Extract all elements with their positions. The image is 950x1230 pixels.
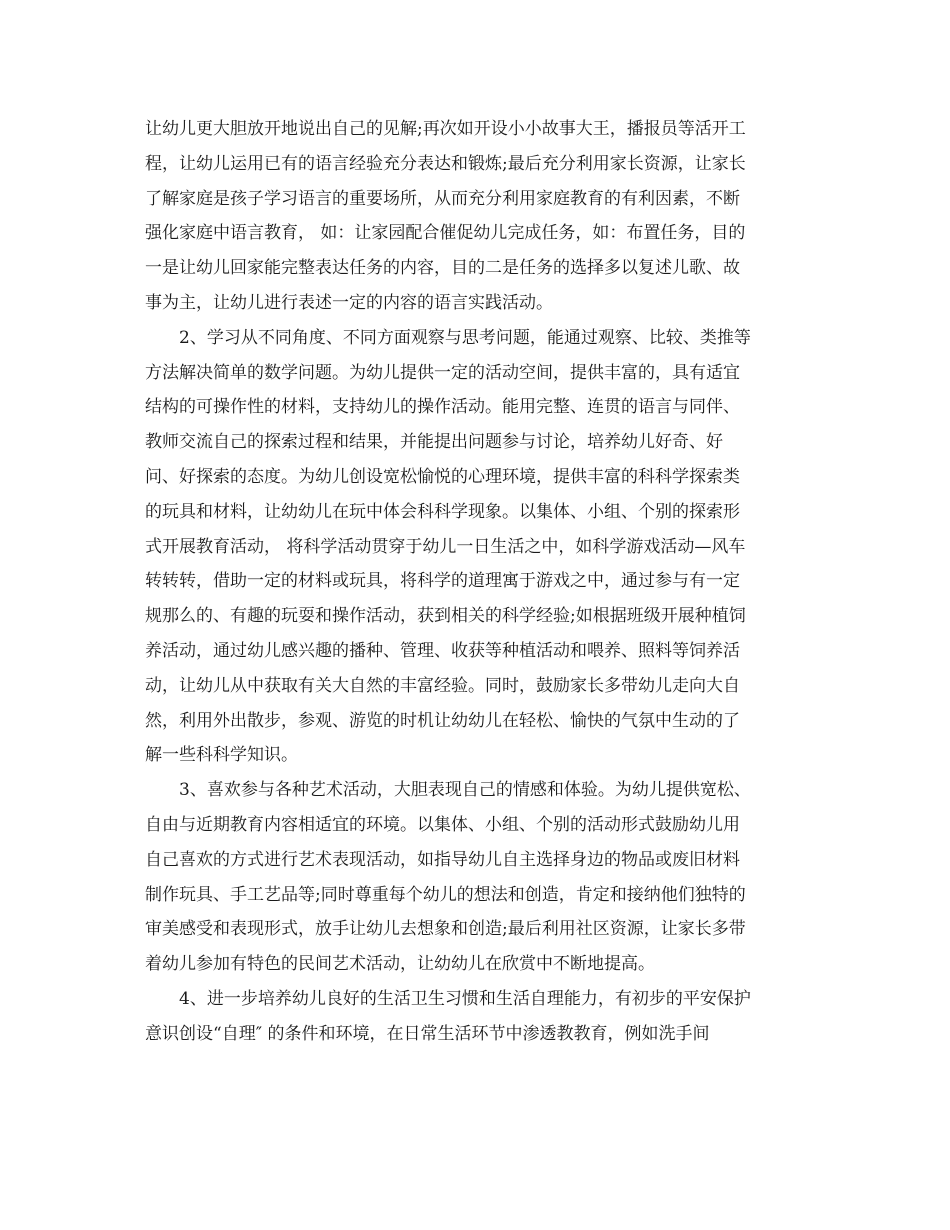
text-line: 动，让幼儿从中获取有关大自然的丰富经验。同时，鼓励家长多带幼儿走向大自 (145, 675, 740, 696)
text-line: 转转转，借助一定的材料或玩具，将科学的道理寓于游戏之中，通过参与有一定 (145, 571, 740, 592)
text-line: 问、好探索的态度。为幼儿创设宽松愉悦的心理环境，提供丰富的科科学探索类 (145, 466, 740, 487)
text-line: 事为主，让幼儿进行表述一定的内容的语言实践活动。 (145, 292, 553, 313)
text-line: 程，让幼儿运用已有的语言经验充分表达和锻炼;最后充分利用家长资源，让家长 (145, 153, 746, 174)
text-line: 制作玩具、手工艺品等;同时尊重每个幼儿的想法和创造，肯定和接纳他们独特的 (145, 884, 746, 905)
paragraph-4-start: 4、进一步培养幼儿良好的生活卫生习惯和生活自理能力，有初步的平安保护 (179, 988, 751, 1009)
text-line: 让幼儿更大胆放开地说出自己的见解;再次如开设小小故事大王，播报员等活开工 (145, 119, 746, 139)
text-line: 意识创设“自理″ 的条件和环境，在日常生活环节中渗透教教育，例如洗手间 (145, 1023, 710, 1044)
text-line: 规那么的、有趣的玩耍和操作活动，获到相关的科学经验;如根据班级开展种植饲 (145, 606, 746, 627)
text-line: 着幼儿参加有特色的民间艺术活动，让幼幼儿在欣赏中不断地提高。 (145, 954, 655, 975)
paragraph-2-start: 2、学习从不同角度、不同方面观察与思考问题，能通过观察、比较、类推等 (179, 327, 751, 348)
text-line: 然，利用外出散步，参观、游览的时机让幼幼儿在轻松、愉快的气氛中生动的了 (145, 710, 740, 731)
text-line: 一是让幼儿回家能完整表达任务的内容，目的二是任务的选择多以复述儿歌、故 (145, 258, 740, 279)
text-line: 自由与近期教育内容相适宜的环境。以集体、小组、个别的活动形式鼓励幼儿用 (145, 814, 740, 835)
text-line: 式开展教育活动， 将科学活动贯穿于幼儿一日生活之中，如科学游戏活动—风车 (145, 536, 746, 557)
text-line: 方法解决简单的数学问题。为幼儿提供一定的活动空间，提供丰富的，具有适宜 (145, 362, 740, 383)
text-line: 结构的可操作性的材料，支持幼儿的操作活动。能用完整、连贯的语言与同伴、 (145, 397, 740, 418)
text-line: 教师交流自己的探索过程和结果，并能提出问题参与讨论，培养幼儿好奇、好 (145, 432, 723, 453)
document-body (145, 112, 805, 1052)
paragraph-3-start: 3、喜欢参与各种艺术活动，大胆表现自己的情感和体验。为幼儿提供宽松、 (179, 780, 751, 801)
text-line: 审美感受和表现形式，放手让幼儿去想象和创造;最后利用社区资源，让家长多带 (145, 919, 746, 940)
text-line: 强化家庭中语言教育， 如：让家园配合催促幼儿完成任务，如：布置任务，目的 (145, 223, 746, 244)
text-line: 养活动，通过幼儿感兴趣的播种、管理、收获等种植活动和喂养、照料等饲养活 (145, 640, 740, 661)
text-line: 自己喜欢的方式进行艺术表现活动，如指导幼儿自主选择身边的物品或废旧材料 (145, 849, 740, 870)
text-line: 解一些科科学知识。 (145, 745, 298, 766)
text-line: 的玩具和材料，让幼幼儿在玩中体会科科学现象。以集体、小组、个别的探索形 (145, 501, 740, 522)
text-line: 了解家庭是孩子学习语言的重要场所，从而充分利用家庭教育的有利因素，不断 (145, 188, 740, 209)
